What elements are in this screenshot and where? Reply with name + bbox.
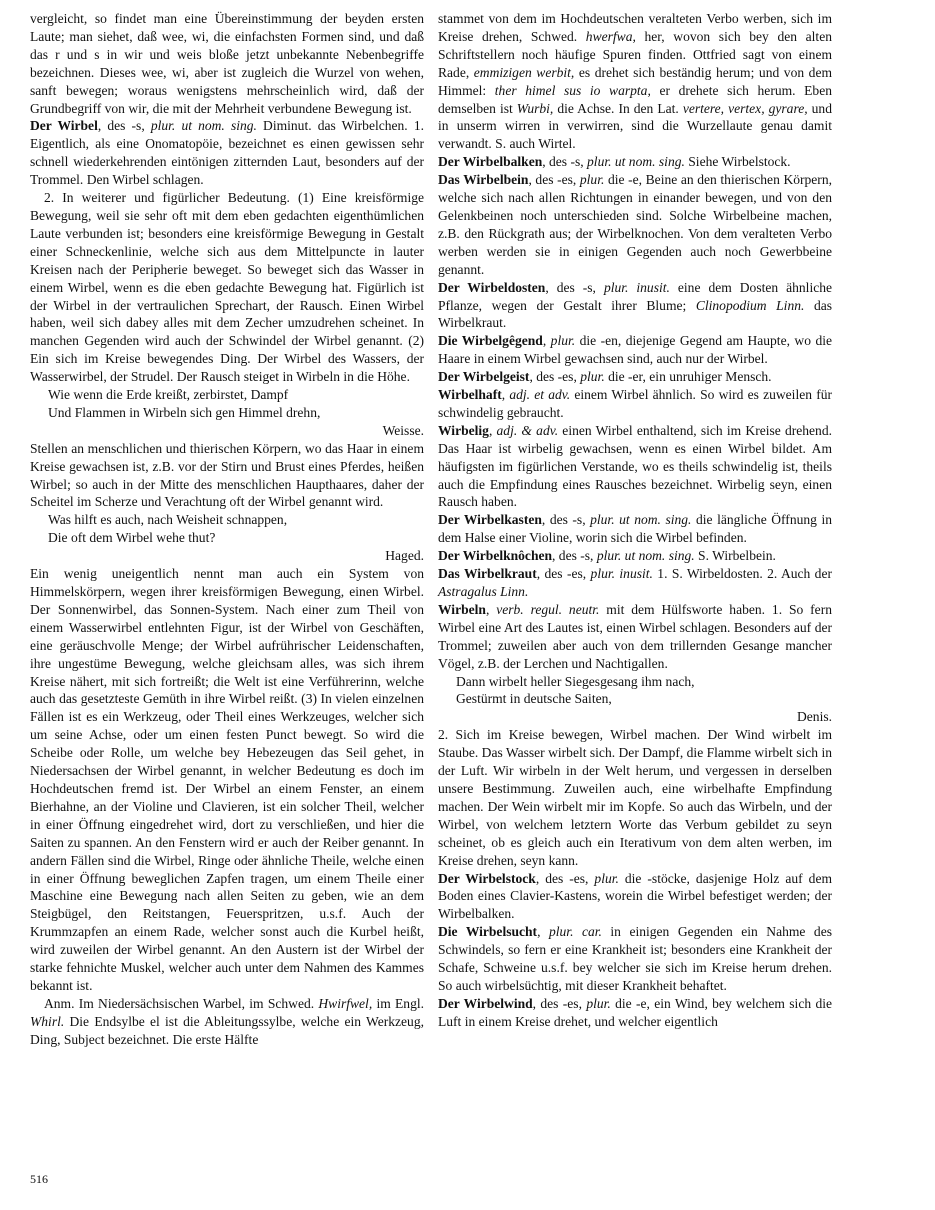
right-column bbox=[438, 10, 832, 1031]
dictionary-entry: Der Wirbel, des -s, plur. ut nom. sing. Diminut. das Wirbelchen. 1. Eigentlich, als eine Onomatopöie, bezeichnet es einen gewissen sehr schnell wiederkehrenden eintönigen zitternden Laut, besonders auf der Trommel. Den Wirbel schlagen. bbox=[30, 118, 424, 188]
headword: Der Wirbelknôchen bbox=[438, 548, 553, 564]
headword: Der Wirbelbalken bbox=[438, 154, 543, 170]
verse-author: Haged. bbox=[385, 548, 424, 564]
paragraph: vergleicht, so findet man eine Übereinstimmung der beyden ersten Laute; man siehet, daß wee, wi, die einfachsten Formen sind, und daß das r und s in wir und weis bloße jetzt unbekannte Nebenbegriffe bezeichnen. Dieses wee, wi, aber ist zugleich die Wurzel von wehen, sanft bewegen; woraus wenigstens mehrscheinlich wird, daß der Grundbegriff von wir, die mit der Mehrheit verbundene Bewegung ist. bbox=[30, 11, 424, 116]
headword: Die Wirbelsucht bbox=[438, 924, 538, 940]
dictionary-entry: Der Wirbelwind, des -es, plur. die -e, ein Wind, bey welchem sich die Luft in einem Kreise drehet, und welcher eigentlich bbox=[438, 995, 832, 1029]
headword: Die Wirbelgêgend bbox=[438, 333, 543, 349]
dictionary-entry: Der Wirbelkasten, des -s, plur. ut nom. sing. die längliche Öffnung in dem Halse einer Violine, worin sich die Wirbel befinden. bbox=[438, 512, 832, 546]
headword: Wirbelig bbox=[438, 422, 489, 438]
page-number: 516 bbox=[30, 1172, 48, 1186]
verse-line: Und Flammen in Wirbeln sich gen Himmel drehn, bbox=[48, 404, 321, 420]
dictionary-entry: Der Wirbelknôchen, des -s, plur. ut nom. sing. S. Wirbelbein. bbox=[438, 548, 776, 564]
paragraph: 2. Sich im Kreise bewegen, Wirbel machen. Der Wind wirbelt im Staube. Das Wasser wirbelt sich. Der Dampf, die Flamme wirbelt sich in der Luft. Wir wirbeln in der Welt herum, und vergessen in derselben unsere Bestimmung. Zuweilen auch, eine wirbelhafte Empfindung machen. Der Wein wirbelt mir im Kopfe. So auch das Wirbeln, und der Wirbel, von welchem letztern Worte das Verbum gebildet zu seyn scheinet, ob es gleich auch ein Iterativum von dem alten werben, im Kreise drehen, seyn kann. bbox=[438, 727, 832, 868]
verse-line: Was hilft es auch, nach Weisheit schnappen, bbox=[48, 512, 288, 528]
paragraph: Anm. Im Niedersächsischen Warbel, im Schwed. Hwirfwel, im Engl. Whirl. Die Endsylbe el ist die Ableitungssylbe, welche ein Werkzeug, Ding, Subject bezeichnet. Die erste Hälfte bbox=[30, 995, 425, 1047]
headword: Das Wirbelbein bbox=[438, 172, 529, 188]
dictionary-entry: Wirbelig, adj. & adv. einen Wirbel enthaltend, sich im Kreise drehend. Das Haar ist wirbelig gewachsen, wenn es einen Wirbel bildet. Am häufigsten im figürlichen Verstande, wo es theils schwindelig ist, theils auch die Empfindung eines Rausches bezeichnet. Wirbelig seyn, einen Rausch haben. bbox=[438, 422, 832, 510]
verse-line: Gestürmt in deutsche Saiten, bbox=[456, 691, 612, 707]
verse-line: Die oft dem Wirbel wehe thut? bbox=[48, 530, 216, 546]
headword: Wirbelhaft bbox=[438, 387, 502, 403]
dictionary-entry: Der Wirbeldosten, des -s, plur. inusit. eine dem Dosten ähnliche Pflanze, wegen der Gestalt ihrer Blume; Clinopodium Linn. das Wirbelkraut. bbox=[438, 279, 833, 331]
dictionary-entry: Der Wirbelstock, des -es, plur. die -stöcke, dasjenige Holz auf dem Boden eines Clavier-Kastens, worein die Wirbel befestiget werden; der Wirbelbalken. bbox=[438, 870, 832, 922]
headword: Der Wirbelwind bbox=[438, 995, 533, 1011]
dictionary-entry: Die Wirbelgêgend, plur. die -en, diejenige Gegend am Haupte, wo die Haare in einem Wirbel gewachsen sind, auch nur der Wirbel. bbox=[438, 333, 832, 367]
dictionary-entry: Die Wirbelsucht, plur. car. in einigen Gegenden ein Nahme des Schwindels, so fern er eine Krankheit ist; besonders eine Krankheit der Schafe, Schweine u.s.f. bey welcher sie sich im Kreise herum drehen. So auch wirbelsüchtig, mit dieser Krankheit behaftet. bbox=[438, 924, 832, 993]
paragraph: Ein wenig uneigentlich nennt man auch ein System von Himmelskörpern, wegen ihrer kreisförmigen Bewegung, einen Wirbel. Der Sonnenwirbel, das Sonnen-System. Nach einer zum Theil von einem Wasserwirbel entlehnten Figur, ist der Wirbel von Geschäften, eine geräuschvolle Menge; der Wirbel aufrührischer Leidenschaften, ihre ungestüme Bewegung, welche gleichsam alles, was sich ihrem Kreise nähert, mit sich fortreißt; die Welt ist eine Verführerinn, welche auch das gesetzteste Gemüth in ihre Wirbel reißt. (3) In vielen einzelnen Fällen ist es ein Werkzeug, oder Theil eines Werkzeuges, welcher sich um seine Achse, oder um einen festen Punct bewegt. So wird die Scheibe oder Rolle, um welche bey Hebezeugen das Seil gehet, in Niedersachsen der Wirbel genannt, in welcher Bedeutung es doch im Hochdeutschen fremd ist. Der Wirbel an einem Fenster, an einem Bierhahne, an der Violine und Clavieren, ist ein solcher Theil, welcher in einer Öffnung eingedrehet wird, dort zu verschließen, und hier die Saiten zu spannen. An den Fenstern wird er auch der Reiber genannt. In andern Fällen sind die Wirbel, Ringe oder ähnliche Theile, welche einen in einer Öffnung beweglichen Zapfen tragen, um einem Theile einer Maschine eine Bewegung nach allen Seiten zu geben, wie an dem Steigbügel, den Reitstangen, Feuerspritzen, u.s.f. Auch der Krummzapfen an einem Rade, welcher sonst auch die Kurbel heißt, wird zuweilen der Wirbel genannt. An den Austern ist der Wirbel der starke fehnichte Muskel, welcher auch unter dem Nahmen des Kammes bekannt ist. bbox=[30, 566, 424, 993]
verse-line: Dann wirbelt heller Siegesgesang ihm nach, bbox=[456, 673, 695, 689]
verse-line: Wie wenn die Erde kreißt, zerbirstet, Dampf bbox=[48, 387, 289, 403]
verse-author: Weisse. bbox=[382, 422, 424, 438]
headword: Der Wirbeldosten bbox=[438, 279, 546, 295]
verse-author: Denis. bbox=[797, 709, 832, 725]
dictionary-entry: Das Wirbelbein, des -es, plur. die -e, Beine an den thierischen Körpern, welche sich nach allen Richtungen in einander bewegen, und von den Gelenkbeinen noch unterschieden sind. Solche Wirbelbeine machen, z.B. den Rückgrath aus; der Wirbelknochen. Von dem veralteten Verbo werben werden sie in einigen Gegenden auch noch Gewerbbeine genannt. bbox=[438, 172, 832, 277]
dictionary-entry: Der Wirbelgeist, des -es, plur. die -er, ein unruhiger Mensch. bbox=[438, 369, 772, 385]
paragraph: Stellen an menschlichen und thierischen Körpern, wo das Haar in einem Kreise gewachsen ist, z.B. vor der Stirn und Brust eines Pferdes, heißen Wirbel; so auch in der Mitte des menschlichen Haupthaares, daher der Scheitel im Scherze und Verachtung oft der Wirbel genannt wird. bbox=[30, 440, 424, 510]
dictionary-entry: Wirbelhaft, adj. et adv. einem Wirbel ähnlich. So wird es zuweilen für schwindelig gebraucht. bbox=[438, 387, 832, 420]
paragraph: stammet von dem im Hochdeutschen veralteten Verbo werben, sich im Kreise drehen, Schwed. hwerfwa, her, wovon sich bey den alten Schriftstellern noch häufige Spuren finden. Ottfried sagt von einem Rade, emmizigen werbit, es drehet sich beständig herum; und von dem Himmel: ther himel sus io warpta, er drehete sich herum. Eben demselben ist Wurbi, die Achse. In den Lat. vertere, vertex, gyrare, und in unserm wirren in verwirren, sind die Wurzellaute genau damit verwandt. S. auch Wirtel. bbox=[438, 11, 833, 152]
headword: Der Wirbelkasten bbox=[438, 512, 542, 528]
dictionary-entry: Das Wirbelkraut, des -es, plur. inusit. 1. S. Wirbeldosten. 2. Auch der Astragalus Linn. bbox=[438, 566, 832, 599]
headword: Der Wirbelstock bbox=[438, 870, 536, 886]
headword: Wirbeln bbox=[438, 601, 486, 617]
headword: Der Wirbelgeist bbox=[438, 369, 530, 385]
headword: Der Wirbel bbox=[30, 118, 98, 134]
headword: Das Wirbelkraut bbox=[438, 566, 537, 582]
dictionary-entry: Der Wirbelbalken, des -s, plur. ut nom. sing. Siehe Wirbelstock. bbox=[438, 154, 791, 170]
left-column bbox=[30, 10, 424, 1049]
dictionary-entry: Wirbeln, verb. regul. neutr. mit dem Hülfsworte haben. 1. So fern Wirbel eine Art des Lautes ist, einen Wirbel schlagen. Besonders auf der Trommel; zuweilen aber auch von dem trillernden Gesange mancher Vögel, z.B. der Lerchen und Nachtigallen. bbox=[438, 601, 832, 671]
paragraph: 2. In weiterer und figürlicher Bedeutung. (1) Eine kreisförmige Bewegung, weil sie sehr oft mit dem eben gedachten eigenthümlichen Laute verbunden ist; besonders eine kreisförmige Bewegung in Gestalt einer Schneckenlinie, welche sich aus dem Mittelpuncte in lauter Kreisen nach der Peripherie beweget. So beweget sich das Wasser in einem Wirbel, wenn es die eben gedachte Bewegung hat. Figürlich ist der Wirbel in der vertraulichen Sprechart, der Rausch. Einen Wirbel haben, weil sich dabey alles mit dem Zecher umzudrehen scheinet. In manchen Gegenden wird auch der Schwindel der Wirbel genannt. (2) Ein sich im Kreise bewegendes Ding. Der Wirbel des Wassers, der Wasserwirbel, der Strudel. Der Rausch steiget in Wirbeln in die Höhe. bbox=[30, 190, 424, 385]
